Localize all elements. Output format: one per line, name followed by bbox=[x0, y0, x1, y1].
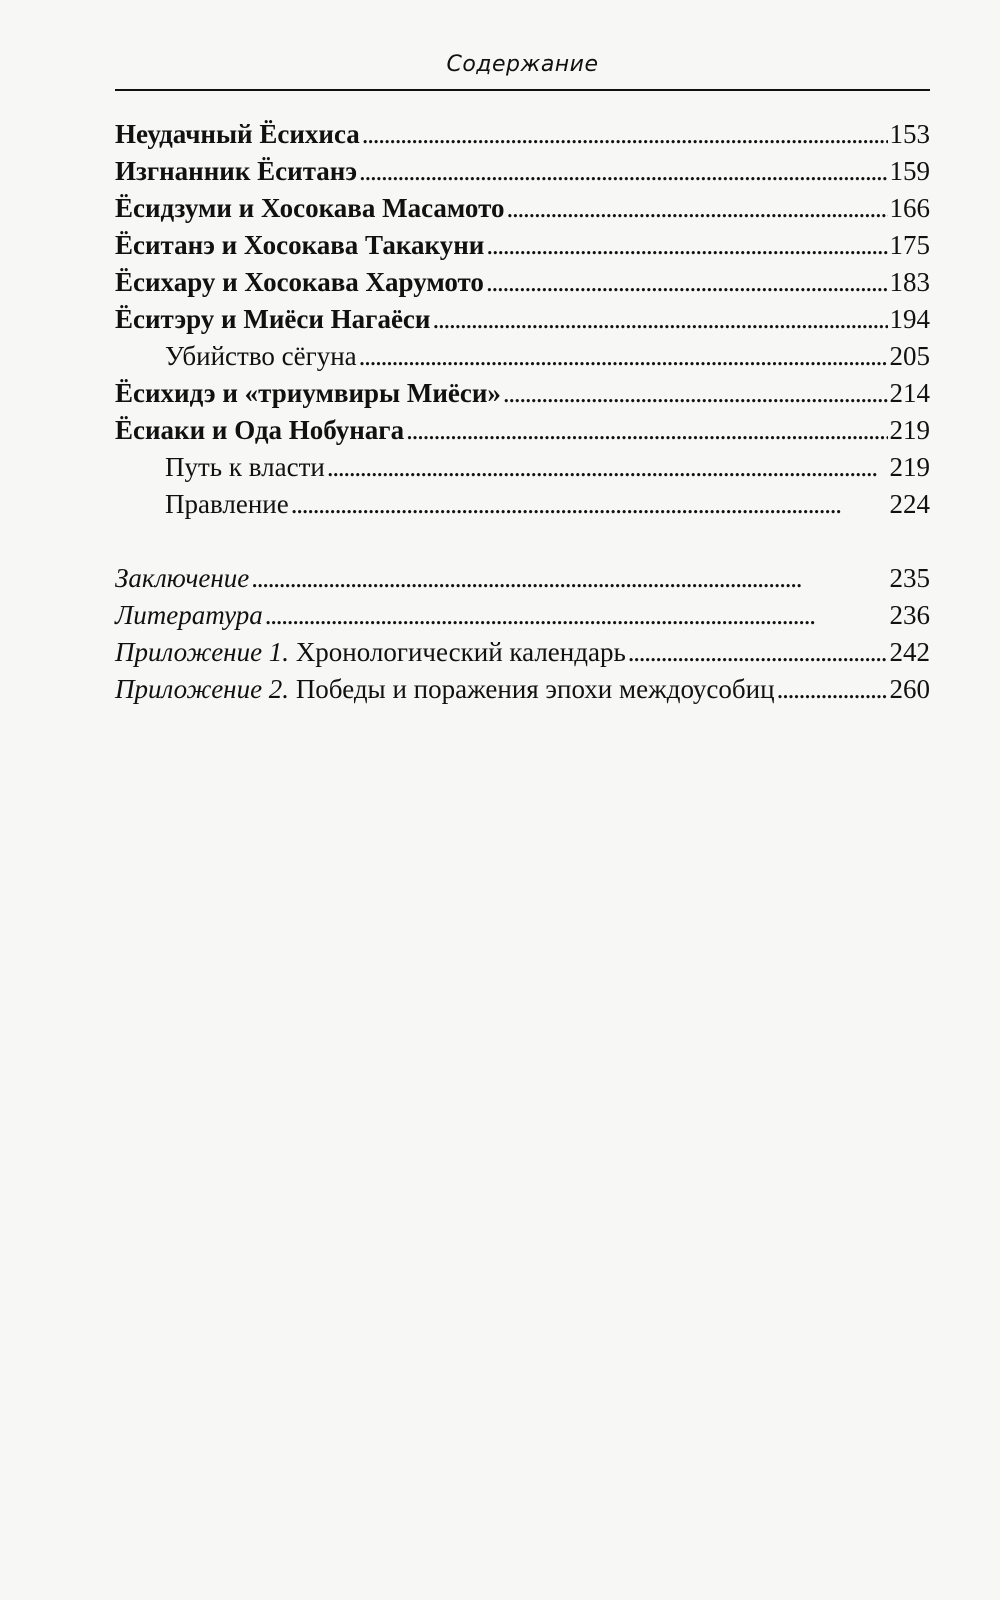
leader-dots bbox=[362, 116, 888, 153]
toc-entry bbox=[115, 153, 930, 190]
leader-dots bbox=[359, 153, 887, 190]
toc-entry-title: Правление bbox=[165, 489, 289, 519]
toc-entry-title: Ёситанэ и Хосокава Такакуни bbox=[115, 230, 485, 260]
toc-entry-page: 242 bbox=[889, 637, 930, 667]
toc-entry bbox=[115, 227, 930, 264]
toc-subentry bbox=[115, 486, 930, 523]
toc-entry-title: Ёсихидэ и «триумвиры Миёси» bbox=[115, 378, 501, 408]
leader-dots bbox=[777, 671, 888, 708]
leader-dots bbox=[503, 375, 888, 412]
toc-entry-title: Изгнанник Ёситанэ bbox=[115, 156, 358, 186]
toc-entry-title-italic: Литература bbox=[115, 600, 263, 630]
toc-back-matter-entry bbox=[115, 560, 930, 597]
toc-subentry bbox=[115, 449, 930, 486]
leader-dots bbox=[486, 227, 887, 264]
appendix-prefix: Приложение 2. bbox=[115, 674, 290, 704]
running-head: Содержание bbox=[446, 52, 599, 77]
leader-dots bbox=[506, 190, 887, 227]
appendix-title: Победы и поражения эпохи междоусобиц bbox=[289, 674, 775, 704]
toc-entry-title: Убийство сёгуна bbox=[165, 341, 357, 371]
toc-back-matter-entry bbox=[115, 634, 930, 671]
toc-entry-title bbox=[115, 560, 249, 597]
appendix-title: Хронологический календарь bbox=[289, 637, 626, 667]
toc-entry-title bbox=[115, 671, 775, 708]
leader-dots bbox=[291, 486, 888, 523]
table-of-contents bbox=[115, 116, 930, 708]
leader-dots bbox=[628, 634, 888, 671]
leader-dots bbox=[432, 301, 887, 338]
section-gap bbox=[115, 523, 930, 560]
toc-entry-page: 236 bbox=[889, 600, 930, 630]
toc-entry-page: 205 bbox=[889, 341, 930, 371]
appendix-prefix: Приложение 1. bbox=[115, 637, 290, 667]
toc-entry bbox=[115, 301, 930, 338]
toc-entry-page: 260 bbox=[889, 674, 930, 704]
leader-dots bbox=[251, 560, 887, 597]
toc-entry-page: 214 bbox=[889, 378, 930, 408]
toc-entry-title: Неудачный Ёсихиса bbox=[115, 119, 360, 149]
toc-entry-title bbox=[115, 597, 263, 634]
leader-dots bbox=[486, 264, 888, 301]
toc-subentry bbox=[115, 338, 930, 375]
toc-entry-page: 175 bbox=[889, 230, 930, 260]
toc-entry-page: 153 bbox=[889, 119, 930, 149]
toc-entry-page: 166 bbox=[889, 193, 930, 223]
toc-entry-page: 159 bbox=[889, 156, 930, 186]
toc-entry-title: Ёсиаки и Ода Нобунага bbox=[115, 415, 405, 445]
toc-entry bbox=[115, 412, 930, 449]
toc-entry-title: Ёсидзуми и Хосокава Масамото bbox=[115, 193, 505, 223]
toc-entry-title: Путь к власти bbox=[165, 452, 325, 482]
toc-entry-title-italic: Заключение bbox=[115, 563, 250, 593]
toc-entry bbox=[115, 375, 930, 412]
leader-dots bbox=[406, 412, 887, 449]
toc-entry-page: 219 bbox=[889, 452, 930, 482]
toc-entry-title bbox=[115, 634, 626, 671]
toc-entry-page: 194 bbox=[889, 304, 930, 334]
toc-back-matter-entry bbox=[115, 597, 930, 634]
leader-dots bbox=[359, 338, 888, 375]
toc-entry bbox=[115, 116, 930, 153]
leader-dots bbox=[327, 449, 888, 486]
header-rule bbox=[115, 89, 930, 91]
toc-entry-page: 219 bbox=[889, 415, 930, 445]
toc-entry-title: Ёсихару и Хосокава Харумото bbox=[115, 267, 484, 297]
leader-dots bbox=[265, 597, 888, 634]
toc-entry bbox=[115, 264, 930, 301]
toc-entry-page: 235 bbox=[889, 563, 930, 593]
toc-entry-title: Ёситэру и Миёси Нагаёси bbox=[115, 304, 431, 334]
toc-back-matter-entry bbox=[115, 671, 930, 708]
toc-entry-page: 183 bbox=[889, 267, 930, 297]
toc-entry bbox=[115, 190, 930, 227]
toc-entry-page: 224 bbox=[889, 489, 930, 519]
